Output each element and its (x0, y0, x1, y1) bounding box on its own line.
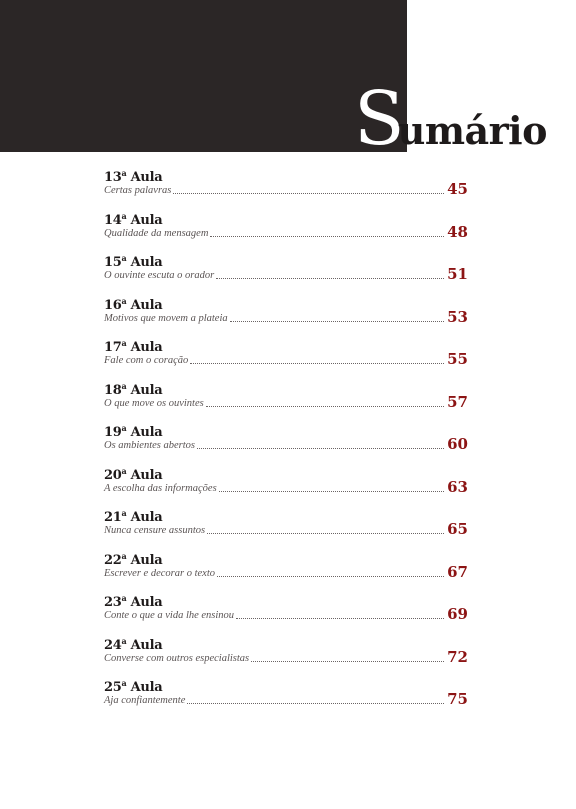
page-number[interactable]: 69 (447, 605, 468, 623)
lesson-number: 22 (104, 552, 122, 568)
toc-entry[interactable] (104, 208, 468, 251)
lesson-ordinal: a (121, 508, 127, 518)
lesson-ordinal: a (121, 253, 127, 263)
lesson-number: 25 (104, 680, 122, 695)
lesson-heading (104, 293, 468, 313)
lesson-word: Aula (130, 255, 163, 270)
page-number[interactable]: 51 (447, 265, 468, 283)
dot-leader (217, 575, 444, 577)
lesson-word: Aula (130, 552, 163, 568)
lesson-word: Aula (130, 297, 163, 313)
lesson-word: Aula (130, 340, 163, 355)
dot-leader (236, 617, 444, 619)
lesson-ordinal: a (121, 550, 127, 561)
lesson-description: Fale com o coração (104, 355, 189, 366)
lesson-word: Aula (130, 595, 163, 610)
page-number[interactable]: 55 (447, 350, 468, 368)
page-number[interactable]: 53 (447, 307, 468, 326)
toc-entry[interactable] (104, 505, 468, 548)
header-block (0, 0, 407, 152)
lesson-number: 14 (104, 212, 122, 228)
lesson-number: 24 (104, 637, 122, 653)
lesson-ordinal: a (121, 380, 127, 391)
dot-leader (216, 277, 444, 279)
lesson-word: Aula (130, 637, 163, 653)
lesson-ordinal: a (121, 295, 127, 306)
title-initial: S (354, 76, 402, 162)
toc-entry[interactable] (104, 463, 468, 506)
page-number[interactable]: 57 (447, 392, 468, 411)
dot-leader (206, 405, 444, 407)
dot-leader (187, 702, 444, 704)
lesson-description: Nunca censure assuntos (104, 525, 206, 536)
lesson-number: 23 (104, 595, 122, 610)
toc-entry[interactable] (104, 335, 468, 378)
toc-entry[interactable] (104, 378, 468, 421)
lesson-number: 21 (104, 510, 122, 525)
lesson-word: Aula (130, 382, 163, 398)
page-number[interactable]: 65 (447, 520, 468, 538)
toc-entry[interactable] (104, 590, 468, 633)
dot-leader (210, 235, 444, 237)
dot-leader (230, 320, 444, 322)
lesson-number: 19 (104, 425, 122, 440)
lesson-heading (104, 505, 468, 525)
page-number[interactable]: 72 (447, 647, 468, 666)
lesson-description: Qualidade da mensagem (104, 227, 209, 239)
lesson-word: Aula (130, 467, 163, 483)
page-number[interactable]: 48 (447, 222, 468, 241)
lesson-description: Escrever e decorar o texto (104, 567, 215, 579)
lesson-description: Certas palavras (104, 185, 172, 196)
page-number[interactable]: 75 (447, 690, 468, 708)
lesson-ordinal: a (121, 678, 127, 688)
lesson-ordinal: a (121, 465, 127, 476)
lesson-word: Aula (130, 170, 163, 185)
toc-entry[interactable] (104, 548, 468, 591)
lesson-ordinal: a (121, 210, 127, 221)
lesson-description: A escolha das informações (104, 482, 217, 494)
lesson-number: 16 (104, 297, 122, 313)
toc-entry[interactable] (104, 293, 468, 336)
dot-leader (173, 192, 444, 194)
lesson-heading (104, 548, 468, 568)
lesson-description: O ouvinte escuta o orador (104, 270, 215, 281)
toc-entry[interactable] (104, 165, 468, 208)
lesson-heading (104, 208, 468, 228)
toc-entry[interactable] (104, 675, 468, 718)
lesson-ordinal: a (121, 168, 127, 178)
dot-leader (207, 532, 444, 534)
lesson-description: Converse com outros especialistas (104, 652, 250, 664)
dot-leader (251, 660, 444, 662)
page-title (354, 76, 547, 162)
lesson-word: Aula (130, 510, 163, 525)
lesson-heading (104, 420, 468, 440)
lesson-number: 15 (104, 255, 122, 270)
lesson-heading (104, 675, 468, 695)
lesson-description: Aja confiantemente (104, 695, 186, 706)
lesson-word: Aula (130, 212, 163, 228)
page-number[interactable]: 45 (447, 180, 468, 198)
toc-entry[interactable] (104, 250, 468, 293)
table-of-contents (104, 165, 468, 718)
lesson-number: 17 (104, 340, 122, 355)
page-number[interactable]: 63 (447, 477, 468, 496)
lesson-heading (104, 463, 468, 483)
lesson-description: Os ambientes abertos (104, 440, 195, 451)
lesson-heading (104, 335, 468, 355)
lesson-ordinal: a (121, 593, 127, 603)
page-number[interactable]: 67 (447, 562, 468, 581)
lesson-heading (104, 165, 468, 185)
lesson-word: Aula (130, 680, 163, 695)
lesson-heading (104, 590, 468, 610)
lesson-description: O que move os ouvintes (104, 397, 204, 409)
lesson-description: Conte o que a vida lhe ensinou (104, 610, 235, 621)
lesson-word: Aula (130, 425, 163, 440)
page-number[interactable]: 60 (447, 435, 468, 453)
lesson-number: 20 (104, 467, 122, 483)
toc-entry[interactable] (104, 420, 468, 463)
lesson-heading (104, 633, 468, 653)
lesson-number: 13 (104, 170, 122, 185)
lesson-heading (104, 250, 468, 270)
lesson-ordinal: a (121, 338, 127, 348)
dot-leader (219, 490, 444, 492)
toc-entry[interactable] (104, 633, 468, 676)
lesson-number: 18 (104, 382, 122, 398)
dot-leader (190, 362, 444, 364)
lesson-description: Motivos que movem a plateia (104, 312, 228, 324)
dot-leader (197, 447, 444, 449)
lesson-ordinal: a (121, 423, 127, 433)
title-rest: umário (397, 108, 547, 153)
lesson-ordinal: a (121, 635, 127, 646)
lesson-heading (104, 378, 468, 398)
